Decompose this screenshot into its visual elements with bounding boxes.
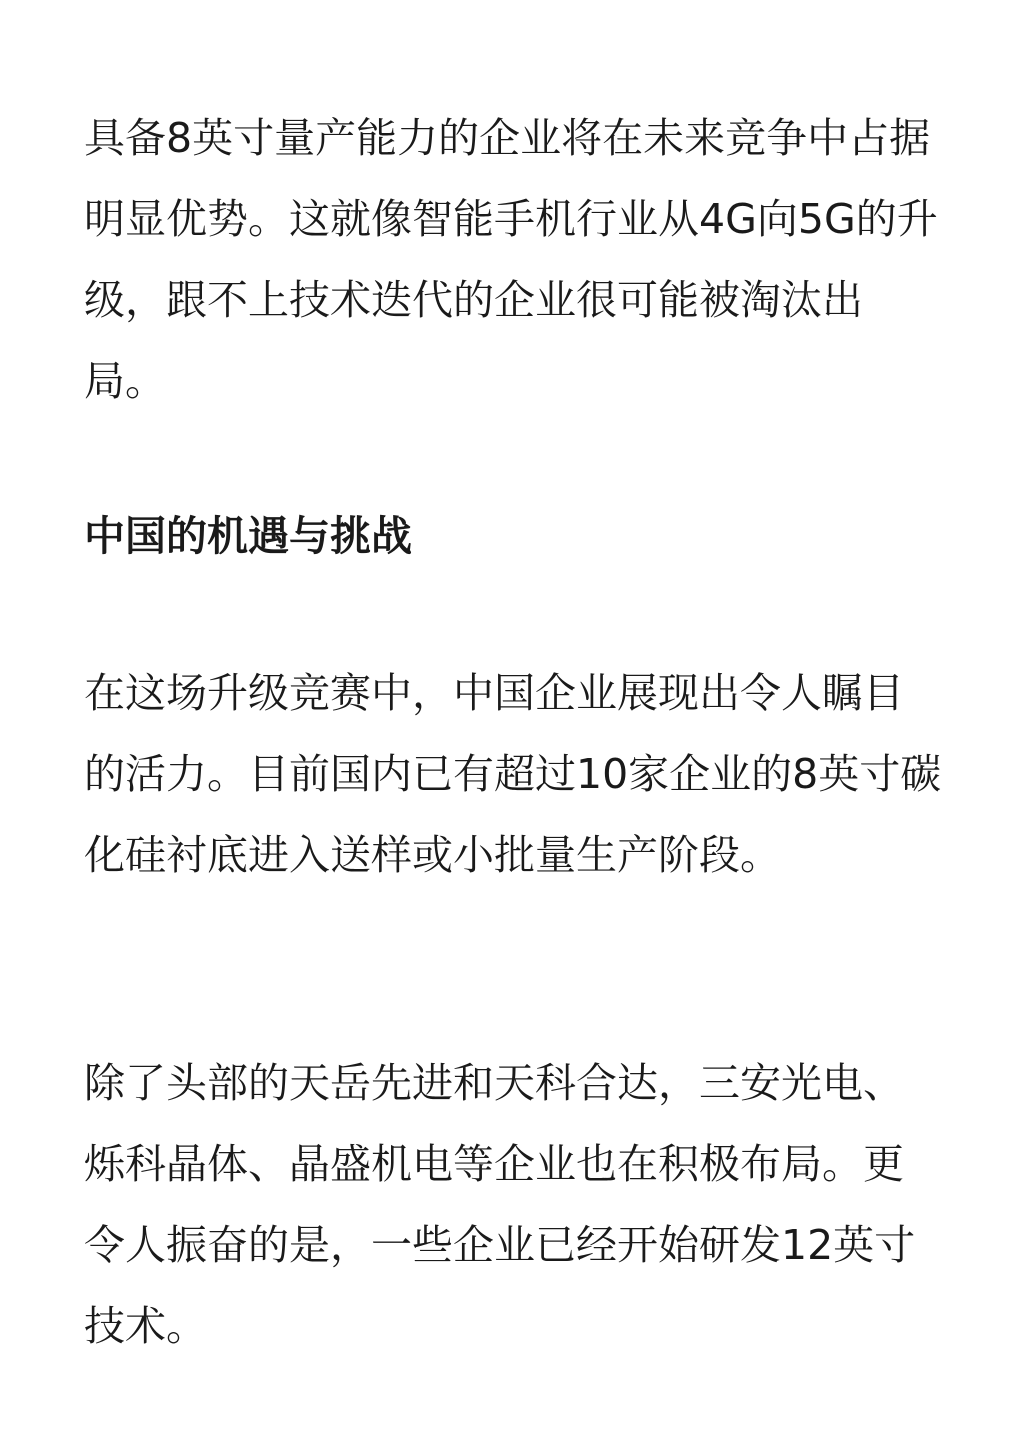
paragraph-china-vitality: 在这场升级竞赛中，中国企业展现出令人瞩目的活力。目前国内已有超过10家企业的8英寸碳化硅衬底进入送样或小批量生产阶段。: [84, 669, 942, 879]
paragraph-companies-layout: 除了头部的天岳先进和天科合达，三安光电、烁科晶体、晶盛机电等企业也在积极布局。更令人振奋的是，一些企业已经开始研发12英寸技术。: [84, 1059, 916, 1350]
section-heading: 中国的机遇与挑战: [84, 512, 412, 560]
article-body: [84, 98, 944, 1350]
paragraph-upgrade-competition: 具备8英寸量产能力的企业将在未来竞争中占据明显优势。这就像智能手机行业从4G向5G的升级，跟不上技术迭代的企业很可能被淘汰出局。: [84, 114, 938, 405]
